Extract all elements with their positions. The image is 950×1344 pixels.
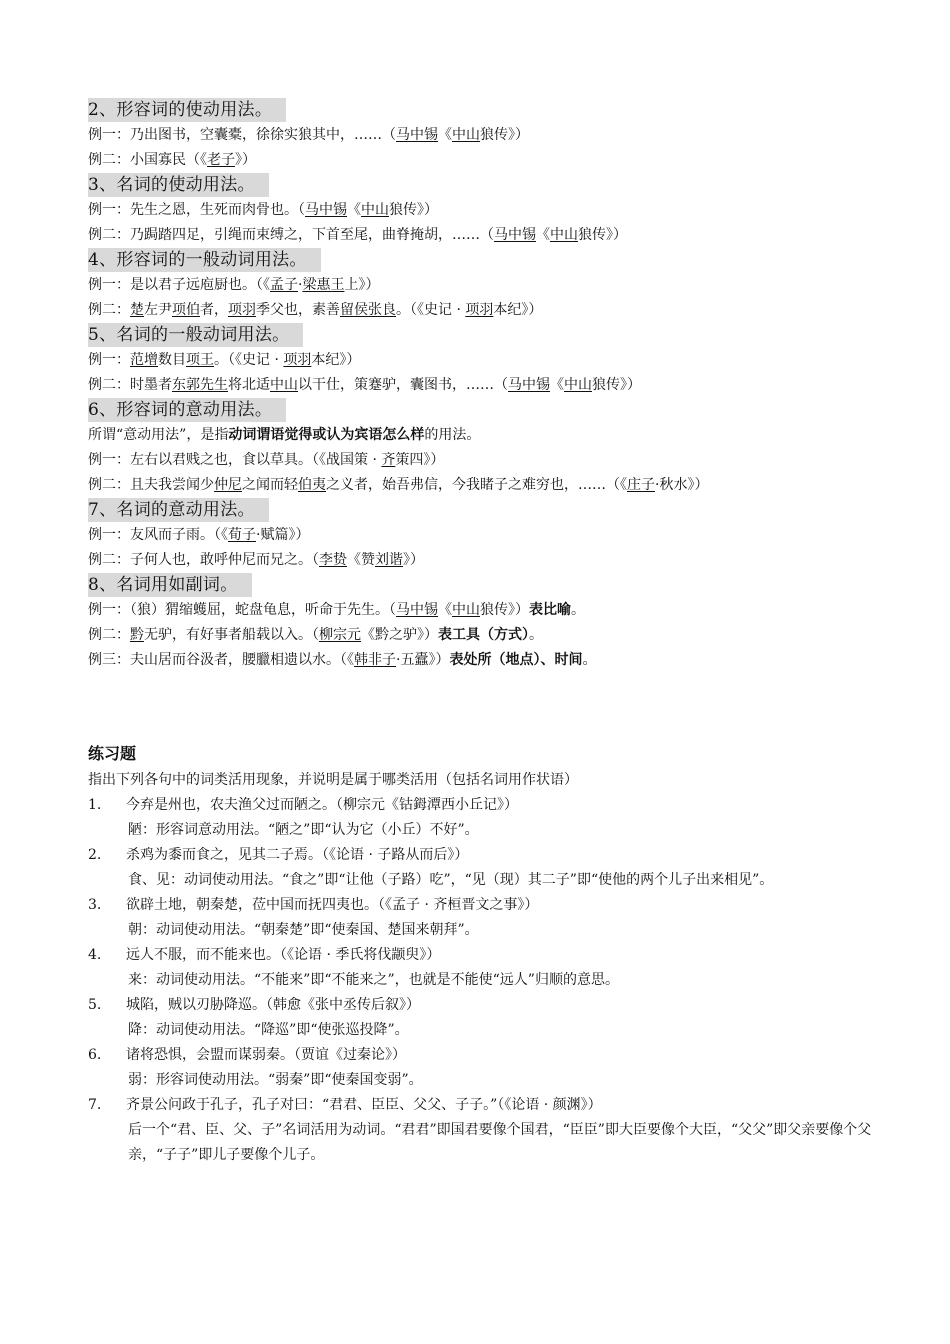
text-segment: 先生之恩，生死而肉骨也。（ <box>130 202 305 218</box>
exercise-answer: 降：动词使动用法。“降巡”即“使张巡投降”。 <box>128 1022 409 1038</box>
text-segment: 季父也，素善 <box>256 302 340 318</box>
example-label: 例二： <box>88 227 130 243</box>
underlined-term: 马中锡 <box>494 227 536 243</box>
text-segment: 乃跼踏四足，引绳而束缚之，下首至尾，曲脊掩胡，……（ <box>130 227 494 243</box>
text-segment: 狼传》） <box>578 227 627 243</box>
underlined-term: 刘谐 <box>375 552 403 568</box>
text-segment: 友风而子雨。（《 <box>130 527 228 543</box>
example-label: 例一： <box>88 452 130 468</box>
example-label: 例二： <box>88 302 130 318</box>
exercise-title: 练习题 <box>88 744 137 763</box>
underlined-term: 荀子 <box>228 527 256 543</box>
text-segment: 子何人也，敢呼仲尼而兄之。（ <box>130 552 319 568</box>
example-line <box>88 423 878 448</box>
underlined-term: 庄子 <box>627 477 655 493</box>
underlined-term: 老子 <box>207 152 235 168</box>
exercise-number: 2. <box>88 847 102 863</box>
text-segment: 以干仕，策蹇驴，囊图书，……（ <box>298 377 508 393</box>
exercise-number: 7. <box>88 1097 102 1113</box>
underlined-term: 柳宗元 <box>319 627 361 643</box>
example-line <box>88 123 878 148</box>
example-line <box>88 548 878 573</box>
text-segment: 《 <box>438 602 452 618</box>
underlined-term: 马中锡 <box>396 127 438 143</box>
example-label: 例一： <box>88 127 130 143</box>
text-segment: 狼传》） <box>480 127 529 143</box>
example-label: 例二： <box>88 627 130 643</box>
text-segment: 《 <box>347 202 361 218</box>
exercise-text: 城陷，贼以刃胁降巡。（韩愈《张中丞传后叙》） <box>126 997 420 1013</box>
example-line <box>88 148 878 173</box>
underlined-term: 楚 <box>130 302 144 318</box>
example-line <box>88 273 878 298</box>
example-line <box>88 223 878 248</box>
underlined-term: 马中锡 <box>396 602 438 618</box>
exercise-question <box>88 1093 878 1118</box>
exercise-answer: 朝：动词使动用法。“朝秦楚”即“使秦国、楚国来朝拜”。 <box>128 922 479 938</box>
underlined-term: 中山 <box>361 202 389 218</box>
underlined-term: 孟子 <box>270 277 298 293</box>
example-line <box>88 648 878 673</box>
text-segment: ·赋篇》） <box>256 527 310 543</box>
exercise-question <box>88 843 878 868</box>
exercise-number: 4. <box>88 947 102 963</box>
text-segment: 所谓“意动用法”，是指 <box>88 427 229 443</box>
exercise-question <box>88 893 878 918</box>
bold-note: 表比喻 <box>529 602 571 618</box>
underlined-term: 项羽 <box>283 352 312 368</box>
text-segment: 且夫我尝闻少 <box>130 477 214 493</box>
bold-note: 动词谓语觉得或认为宾语怎么样 <box>228 427 425 443</box>
underlined-term: 项伯 <box>172 302 200 318</box>
example-label: 例一： <box>88 277 130 293</box>
text-segment: 本纪》） <box>493 302 543 318</box>
text-segment: 策四》） <box>395 452 445 468</box>
text-segment: 乃出图书，空囊橐，徐徐实狼其中，……（ <box>130 127 396 143</box>
bold-note: 表处所（地点）、时间 <box>449 652 583 668</box>
example-line <box>88 473 878 498</box>
underlined-term: 中山 <box>452 127 480 143</box>
example-line <box>88 598 878 623</box>
text-segment: 本纪》） <box>311 352 361 368</box>
text-segment: 狼传》） <box>389 202 438 218</box>
example-line <box>88 198 878 223</box>
exercise-text: 远人不服，而不能来也。（《论语 · 季氏将伐颛臾》） <box>126 947 441 963</box>
text-segment: 》） <box>235 152 256 168</box>
section-spacer <box>88 673 878 741</box>
exercise-answer: 后一个“君、臣、父、子”名词活用为动词。“君君”即国君要像个国君，“臣臣”即大臣要像个大臣，“父父”即父亲要像个父亲，“子子”即儿子要像个儿子。 <box>128 1122 872 1163</box>
example-label: 例一： <box>88 527 130 543</box>
underlined-term: 项羽 <box>228 302 256 318</box>
example-label: 例一： <box>88 352 130 368</box>
section-heading: 8、名词用如副词。 <box>88 573 252 597</box>
example-line <box>88 373 878 398</box>
underlined-term: 仲尼 <box>214 477 242 493</box>
exercise-text: 欲辟土地，朝秦楚，莅中国而抚四夷也。（《孟子 · 齐桓晋文之事》） <box>126 897 539 913</box>
text-segment: 》） <box>403 552 424 568</box>
underlined-term: 留侯张良 <box>340 302 396 318</box>
text-segment: 夫山居而谷汲者，腰臘相遗以水。（《 <box>130 652 354 668</box>
underlined-term: 中山 <box>452 602 480 618</box>
exercise-answer: 食、见：动词使动用法。“食之”即“让他（子路）吃”，“见（现）其二子”即“使他的两个儿子出来相见”。 <box>128 872 774 888</box>
example-label: 例二： <box>88 477 130 493</box>
exercise-text: 齐景公问政于孔子，孔子对曰：“君君、臣臣、父父、子子。”（《论语 · 颜渊》） <box>126 1097 602 1113</box>
text-segment: 狼传》） <box>480 602 529 618</box>
example-line <box>88 348 878 373</box>
text-segment: 者， <box>200 302 228 318</box>
text-segment: 上》） <box>344 277 380 293</box>
text-segment: 是以君子远庖厨也。（《 <box>130 277 270 293</box>
text-segment: 左右以君贱之也，食以草具。（《战国策 · <box>130 452 382 468</box>
text-segment: ·五蠹》） <box>396 652 450 668</box>
example-label: 例三： <box>88 652 130 668</box>
exercise-number: 3. <box>88 897 102 913</box>
text-segment: 《 <box>536 227 550 243</box>
bold-note: 表工具（方式） <box>438 627 529 643</box>
section-heading: 5、名词的一般动词用法。 <box>88 323 303 347</box>
section-heading: 7、名词的意动用法。 <box>88 498 269 522</box>
underlined-term: 中山 <box>564 377 592 393</box>
text-segment: · <box>298 277 303 293</box>
text-segment: 。（《史记 · <box>214 352 284 368</box>
example-line <box>88 448 878 473</box>
exercise-question <box>88 993 878 1018</box>
text-segment: 。（《史记 · <box>396 302 466 318</box>
underlined-term: 齐 <box>381 452 396 468</box>
exercise-question <box>88 943 878 968</box>
text-segment: 左尹 <box>144 302 172 318</box>
underlined-term: 中山 <box>550 227 578 243</box>
text-segment: 《 <box>438 127 452 143</box>
example-label: 例二： <box>88 377 130 393</box>
underlined-term: 范增 <box>130 352 158 368</box>
example-line <box>88 523 878 548</box>
section-heading: 3、名词的使动用法。 <box>88 173 269 197</box>
example-label: 例一： <box>88 602 130 618</box>
underlined-term: 东郭先生 <box>172 377 228 393</box>
exercise-text: 今弃是州也，农夫渔父过而陋之。（柳宗元《钴鉧潭西小丘记》） <box>126 797 518 813</box>
text-segment: 。 <box>571 602 585 618</box>
underlined-term: 马中锡 <box>508 377 550 393</box>
underlined-term: 黔 <box>130 627 144 643</box>
exercise-number: 5. <box>88 997 102 1013</box>
underlined-term: 马中锡 <box>305 202 347 218</box>
exercise-question <box>88 793 878 818</box>
underlined-term: 中山 <box>270 377 298 393</box>
section-heading: 4、形容词的一般动词用法。 <box>88 248 321 272</box>
exercise-number: 1. <box>88 797 102 813</box>
text-segment: 。 <box>529 627 543 643</box>
example-label: 例一： <box>88 202 130 218</box>
exercise-answer: 来：动词使动用法。“不能来”即“不能来之”，也就是不能使“远人”归顺的意思。 <box>128 972 619 988</box>
section-heading: 2、形容词的使动用法。 <box>88 98 286 122</box>
text-segment: 狼传》） <box>592 377 641 393</box>
example-label: 例二： <box>88 152 130 168</box>
text-segment: 之义者，始吾弗信，今我睹子之难穷也，……（《 <box>326 477 627 493</box>
exercise-text: 杀鸡为黍而食之，见其二子焉。（《论语 · 子路从而后》） <box>126 847 469 863</box>
document-content <box>88 98 878 1168</box>
text-segment: 小国寡民（《 <box>130 152 207 168</box>
underlined-term: 韩非子 <box>354 652 396 668</box>
text-segment: 时墨者 <box>130 377 172 393</box>
underlined-term: 项王 <box>186 352 214 368</box>
exercise-answer: 弱：形容词使动用法。“弱秦”即“使秦国变弱”。 <box>128 1072 423 1088</box>
underlined-term: 李贽 <box>319 552 347 568</box>
example-line <box>88 623 878 648</box>
example-line <box>88 298 878 323</box>
text-segment: 将北适 <box>228 377 270 393</box>
text-segment: 《赞 <box>347 552 375 568</box>
exercise-text: 诸将恐惧，会盟而谋弱秦。（贾谊《过秦论》） <box>126 1047 406 1063</box>
underlined-term: 伯夷 <box>298 477 326 493</box>
text-segment: （狼）猬缩蠖屈，蛇盘龟息，听命于先生。（ <box>130 602 396 618</box>
text-segment: 数目 <box>158 352 186 368</box>
section-heading: 6、形容词的意动用法。 <box>88 398 286 422</box>
text-segment: 无驴，有好事者船载以入。（ <box>144 627 319 643</box>
exercise-intro: 指出下列各句中的词类活用现象，并说明是属于哪类活用（包括名词用作状语） <box>88 772 578 788</box>
exercise-number: 6. <box>88 1047 102 1063</box>
example-label: 例二： <box>88 552 130 568</box>
text-segment: 《黔之驴》） <box>361 627 438 643</box>
exercise-question <box>88 1043 878 1068</box>
text-segment: 。 <box>582 652 597 668</box>
text-segment: 《 <box>550 377 564 393</box>
text-segment: 之闻而轻 <box>242 477 298 493</box>
underlined-term: 项羽 <box>465 302 494 318</box>
text-segment: 的用法。 <box>424 427 481 443</box>
underlined-term: 梁惠王 <box>302 277 345 293</box>
text-segment: ·秋水》） <box>655 477 709 493</box>
exercise-answer: 陋：形容词意动用法。“陋之”即“认为它（小丘）不好”。 <box>128 822 479 838</box>
